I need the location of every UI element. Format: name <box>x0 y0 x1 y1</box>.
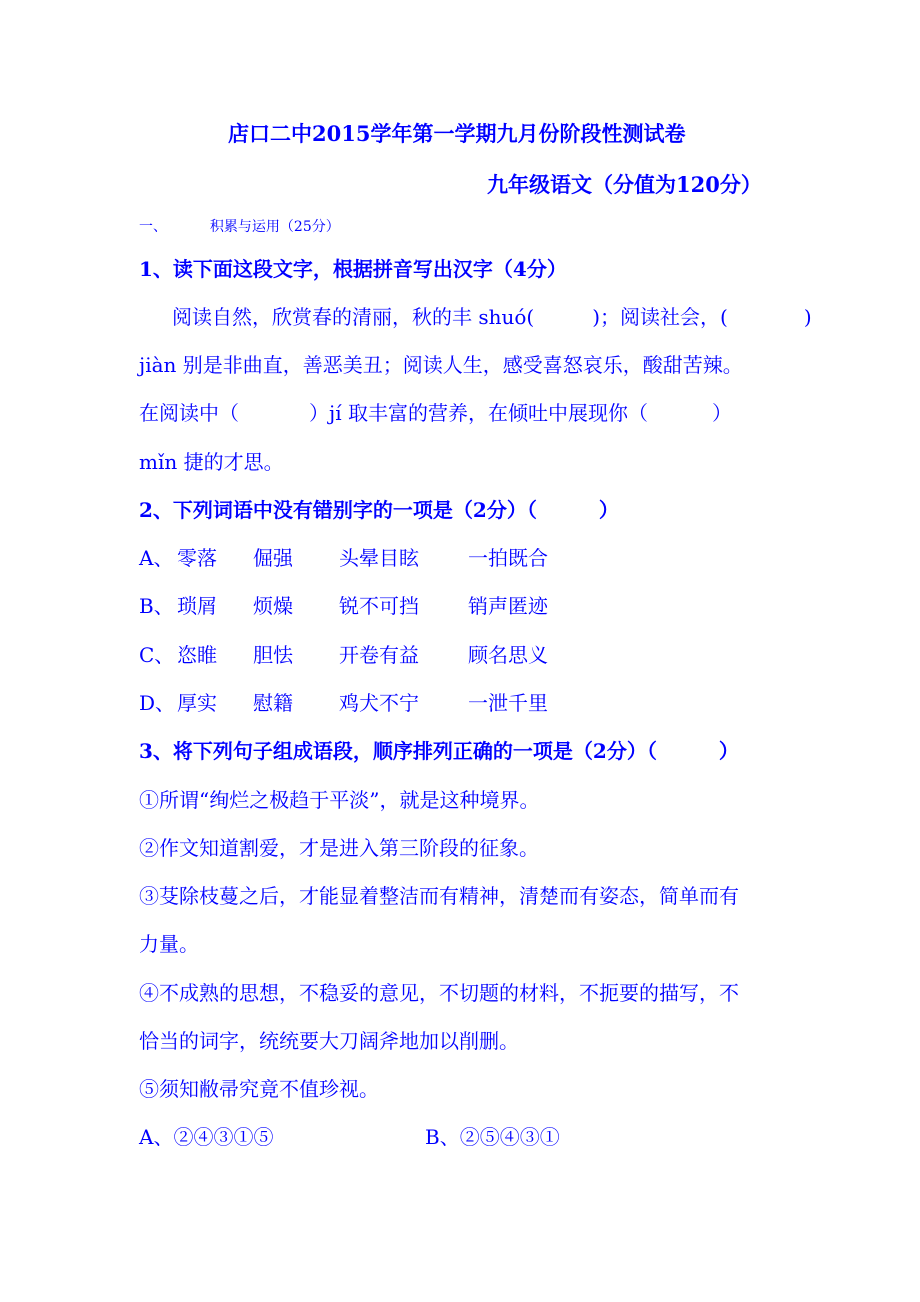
q3-sentence-4b: 恰当的词字，统统要大刀阔斧地加以削删。 <box>139 1029 519 1053</box>
q3-sentence-3b: 力量。 <box>139 932 199 956</box>
option-word: 烦燥 <box>253 594 293 618</box>
q2-option-b <box>139 593 548 619</box>
section-label: 积累与运用（25分） <box>209 219 340 235</box>
option-word: 倔强 <box>253 546 293 570</box>
q3-sentence-3a: ③芟除枝蔓之后，才能显着整洁而有精神，清楚而有姿态，简单而有 <box>139 884 739 908</box>
q2-heading-end: ） <box>598 498 619 522</box>
option-label: B、 <box>139 594 174 618</box>
q3-option-b: B、②⑤④③① <box>425 1125 560 1149</box>
q2-option-a <box>139 545 548 571</box>
option-label: A、 <box>139 546 174 570</box>
option-word: 琐屑 <box>177 594 217 618</box>
option-label: C、 <box>139 643 175 667</box>
option-word: 锐不可挡 <box>339 594 419 618</box>
q3-sentence-1: ①所谓“绚烂之极趋于平淡”，就是这种境界。 <box>139 788 540 812</box>
option-word: 销声匿迹 <box>468 594 548 618</box>
q3-heading-text: 3、将下列句子组成语段，顺序排列正确的一项是（2分）（ <box>139 739 657 763</box>
option-word: 恣睢 <box>177 643 217 667</box>
q2-option-d <box>139 690 548 716</box>
section-number: 一、 <box>139 219 167 235</box>
q3-option-a: A、②④③①⑤ <box>139 1125 274 1149</box>
q1-text-3b: ）jí 取丰富的营养，在倾吐中展现你（ <box>309 401 648 425</box>
q1-text-line-3 <box>139 400 732 426</box>
q2-heading <box>139 497 619 523</box>
option-word: 开卷有益 <box>339 643 419 667</box>
q2-option-c <box>139 642 548 668</box>
q1-text-1b: )；阅读社会，( <box>592 305 728 329</box>
page-title: 店口二中2015学年第一学期九月份阶段性测试卷 <box>228 121 686 146</box>
q1-text-3c: ） <box>711 401 732 425</box>
q1-text-3a: 在阅读中（ <box>139 401 239 425</box>
option-word: 厚实 <box>177 691 217 715</box>
q1-text-line-4: mǐn 捷的才思。 <box>139 450 284 474</box>
option-word: 鸡犬不宁 <box>339 691 419 715</box>
q1-text-1a: 阅读自然，欣赏春的清丽，秋的丰 shuó( <box>172 305 535 329</box>
option-label: D、 <box>139 691 176 715</box>
page-subtitle: 九年级语文（分值为120分） <box>487 172 762 197</box>
q3-heading-end: ） <box>718 739 739 763</box>
option-word: 胆怯 <box>253 643 293 667</box>
section-heading <box>139 214 340 240</box>
option-word: 头晕目眩 <box>339 546 419 570</box>
option-word: 一泄千里 <box>468 691 548 715</box>
q2-heading-text: 2、下列词语中没有错别字的一项是（2分）（ <box>139 498 537 522</box>
q1-text-1c: ) <box>803 305 812 329</box>
q3-sentence-2: ②作文知道割爱，才是进入第三阶段的征象。 <box>139 836 539 860</box>
q1-heading: 1、读下面这段文字，根据拼音写出汉字（4分） <box>139 257 567 281</box>
q1-text-line-1 <box>172 304 812 330</box>
option-word: 慰籍 <box>253 691 293 715</box>
option-word: 零落 <box>177 546 217 570</box>
q3-sentence-5: ⑤须知敝帚究竟不值珍视。 <box>139 1077 379 1101</box>
q3-sentence-4a: ④不成熟的思想，不稳妥的意见，不切题的材料，不扼要的描写，不 <box>139 981 739 1005</box>
q1-text-line-2: jiàn 别是非曲直，善恶美丑；阅读人生，感受喜怒哀乐，酸甜苦辣。 <box>139 353 743 377</box>
option-word: 顾名思义 <box>468 643 548 667</box>
option-word: 一拍既合 <box>468 546 548 570</box>
q3-heading <box>139 738 739 764</box>
